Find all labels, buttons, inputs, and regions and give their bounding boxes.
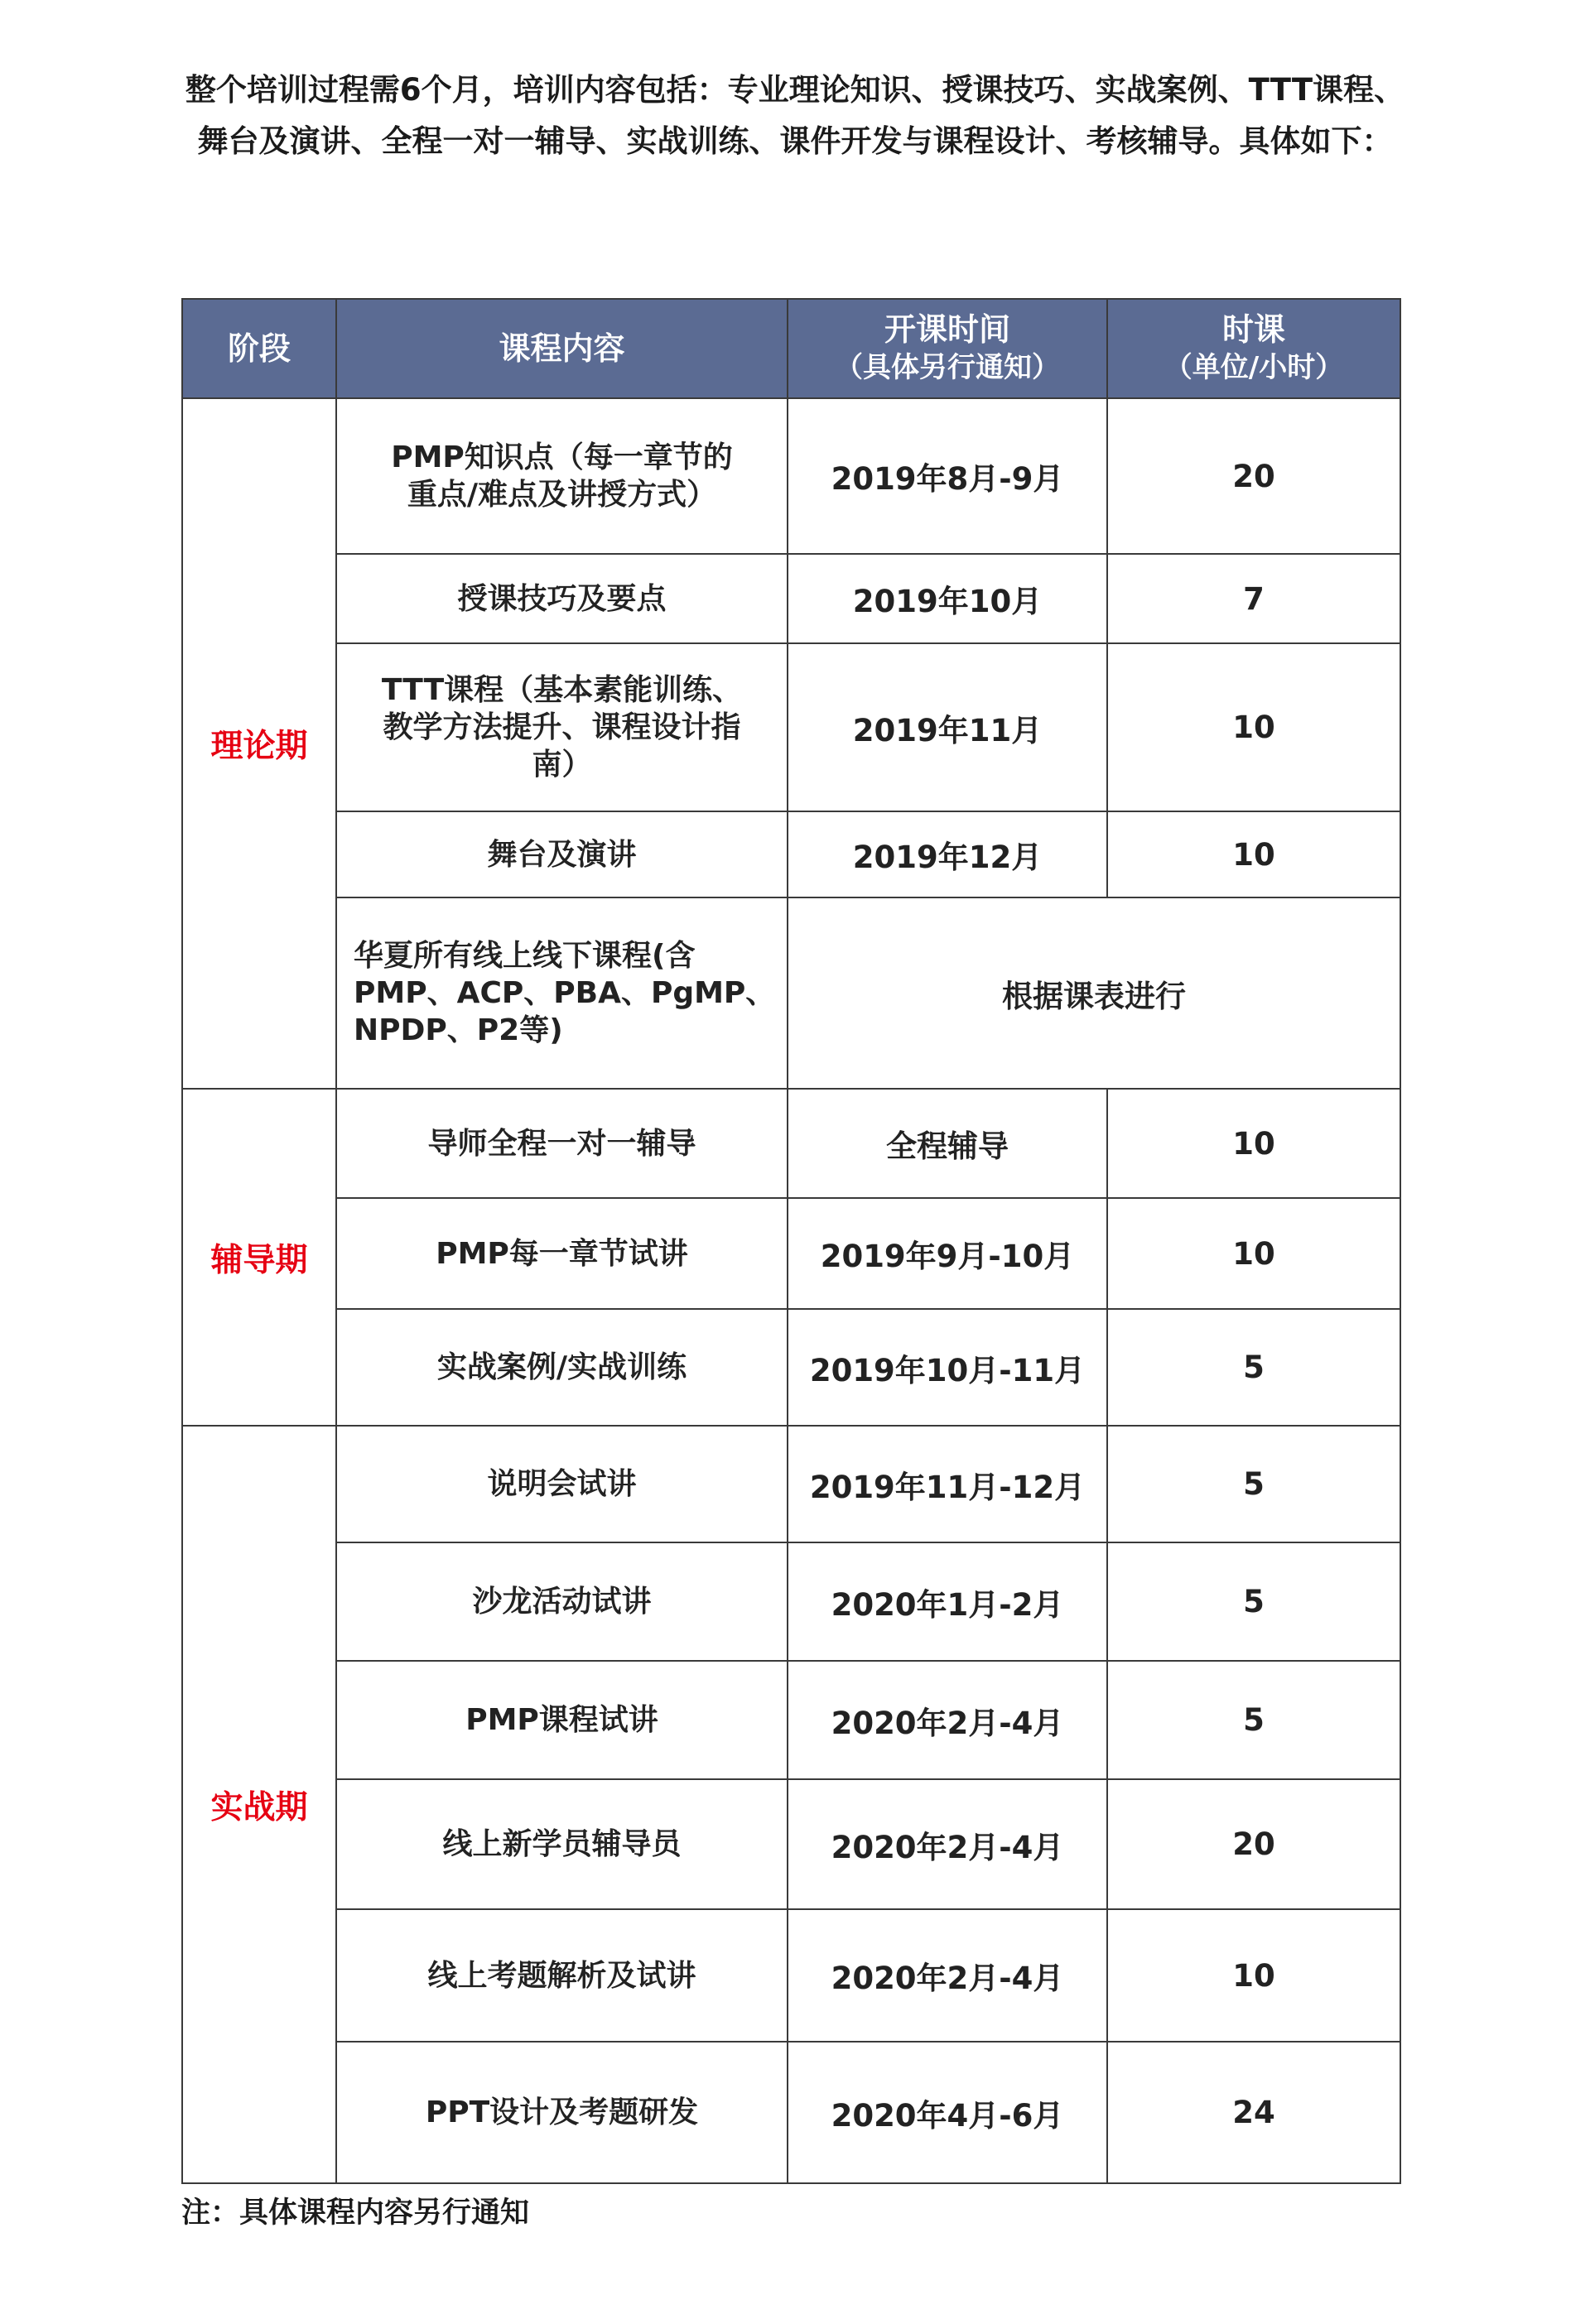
header-time	[788, 299, 1107, 398]
table-row	[182, 643, 1400, 811]
intro-paragraph	[116, 65, 1474, 167]
intro-line-2: 舞台及演讲、全程一对一辅导、实战训练、课件开发与课程设计、考核辅导。具体如下：	[197, 123, 1393, 159]
header-time-main: 开课时间	[884, 311, 1010, 348]
course-content: 舞台及演讲	[336, 811, 788, 897]
table-row	[182, 811, 1400, 897]
course-hours: 10	[1107, 811, 1400, 897]
table-row	[182, 897, 1400, 1089]
course-time: 2019年8月-9月	[788, 398, 1107, 554]
table-row	[182, 1542, 1400, 1661]
course-content: 线上考题解析及试讲	[336, 1909, 788, 2042]
course-hours: 5	[1107, 1426, 1400, 1542]
training-schedule-table	[181, 298, 1401, 2184]
table-row	[182, 554, 1400, 643]
course-content: TTT课程（基本素能训练、教学方法提升、课程设计指南）	[336, 643, 788, 811]
course-hours: 10	[1107, 643, 1400, 811]
phase-cell-coaching: 辅导期	[182, 1089, 336, 1426]
header-content: 课程内容	[336, 299, 788, 398]
course-time: 2019年10月	[788, 554, 1107, 643]
course-hours: 10	[1107, 1198, 1400, 1309]
course-hours: 10	[1107, 1089, 1400, 1198]
course-time: 2019年11月-12月	[788, 1426, 1107, 1542]
course-content: 说明会试讲	[336, 1426, 788, 1542]
table-row	[182, 2042, 1400, 2183]
course-time: 2020年4月-6月	[788, 2042, 1107, 2183]
course-content: 华夏所有线上线下课程(含PMP、ACP、PBA、PgMP、NPDP、P2等)	[336, 897, 788, 1089]
course-hours: 7	[1107, 554, 1400, 643]
table-header-row	[182, 299, 1400, 398]
course-time: 2020年2月-4月	[788, 1779, 1107, 1909]
course-content: PPT设计及考题研发	[336, 2042, 788, 2183]
course-content: 线上新学员辅导员	[336, 1779, 788, 1909]
course-content: PMP知识点（每一章节的重点/难点及讲授方式）	[336, 398, 788, 554]
course-content: 实战案例/实战训练	[336, 1309, 788, 1426]
header-hours	[1107, 299, 1400, 398]
course-hours: 10	[1107, 1909, 1400, 2042]
table-row	[182, 1779, 1400, 1909]
course-content: PMP课程试讲	[336, 1661, 788, 1779]
course-hours: 5	[1107, 1542, 1400, 1661]
course-time: 2020年2月-4月	[788, 1909, 1107, 2042]
course-time: 全程辅导	[788, 1089, 1107, 1198]
course-time: 2019年10月-11月	[788, 1309, 1107, 1426]
course-schedule-merged: 根据课表进行	[788, 897, 1400, 1089]
table-row	[182, 1089, 1400, 1198]
course-hours: 24	[1107, 2042, 1400, 2183]
phase-cell-practice: 实战期	[182, 1426, 336, 2183]
footnote: 注：具体课程内容另行通知	[181, 2196, 530, 2230]
course-hours: 5	[1107, 1309, 1400, 1426]
course-hours: 20	[1107, 1779, 1400, 1909]
table-row	[182, 1309, 1400, 1426]
table-row	[182, 1426, 1400, 1542]
course-time: 2019年9月-10月	[788, 1198, 1107, 1309]
course-content: 导师全程一对一辅导	[336, 1089, 788, 1198]
course-content: 授课技巧及要点	[336, 554, 788, 643]
course-content: 沙龙活动试讲	[336, 1542, 788, 1661]
course-time: 2020年2月-4月	[788, 1661, 1107, 1779]
table-row	[182, 1661, 1400, 1779]
header-hours-sub: （单位/小时）	[1164, 351, 1344, 384]
course-hours: 5	[1107, 1661, 1400, 1779]
course-time: 2019年12月	[788, 811, 1107, 897]
course-time: 2020年1月-2月	[788, 1542, 1107, 1661]
table-row	[182, 1909, 1400, 2042]
header-time-sub: （具体另行通知）	[835, 351, 1060, 384]
intro-line-1: 整个培训过程需6个月，培训内容包括：专业理论知识、授课技巧、实战案例、TTT课程、	[185, 72, 1405, 108]
table-row	[182, 398, 1400, 554]
course-content: PMP每一章节试讲	[336, 1198, 788, 1309]
table-row	[182, 1198, 1400, 1309]
course-time: 2019年11月	[788, 643, 1107, 811]
phase-cell-theory: 理论期	[182, 398, 336, 1089]
header-phase: 阶段	[182, 299, 336, 398]
header-hours-main: 时课	[1221, 311, 1285, 348]
course-hours: 20	[1107, 398, 1400, 554]
